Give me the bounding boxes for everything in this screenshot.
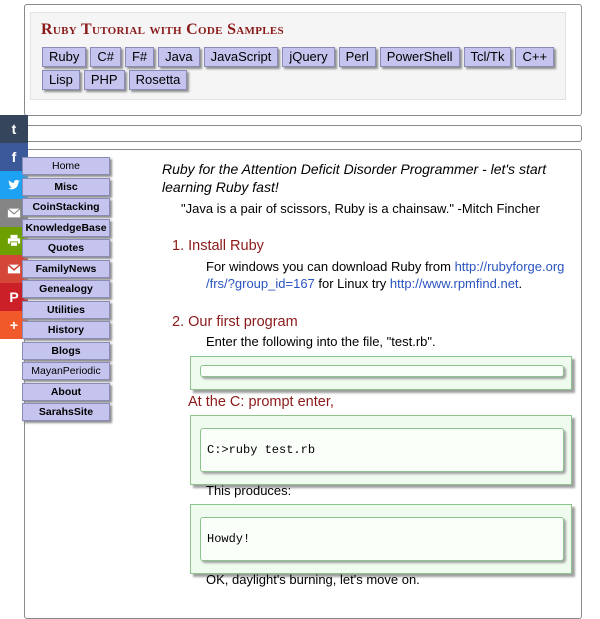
twitter-icon [7, 178, 21, 192]
install-text-mid: for Linux try [314, 276, 390, 291]
install-text [206, 258, 566, 292]
lang-button-jquery[interactable]: jQuery [282, 47, 334, 67]
install-text-before: For windows you can download Ruby from [206, 259, 455, 274]
search-bar[interactable] [24, 125, 582, 142]
lang-button-ruby[interactable]: Ruby [42, 47, 86, 67]
email-icon [7, 206, 21, 220]
tumblr-icon: t [11, 121, 17, 137]
language-button-bar [42, 47, 562, 90]
rpmfind-link[interactable]: http://www.rpmfind.net [389, 276, 519, 291]
code-output[interactable]: Howdy! [200, 517, 564, 561]
lang-button-c-[interactable]: C++ [515, 47, 554, 67]
quote: "Java is a pair of scissors, Ruby is a chainsaw." -Mitch Fincher [181, 201, 540, 216]
code-test-rb[interactable] [200, 365, 564, 377]
nav-history[interactable]: History [22, 321, 110, 339]
nav-utilities[interactable]: Utilities [22, 301, 110, 319]
nav-knowledgebase[interactable]: KnowledgeBase [22, 219, 110, 237]
step-heading-install: 1. Install Ruby [172, 238, 264, 254]
lang-button-powershell[interactable]: PowerShell [380, 47, 460, 67]
step-heading-first-program: 2. Our first program [172, 314, 298, 330]
gmail-icon [7, 262, 21, 276]
lang-button-tcl-tk[interactable]: Tcl/Tk [464, 47, 512, 67]
lang-button-rosetta[interactable]: Rosetta [129, 70, 188, 90]
pinterest-icon: P [9, 289, 19, 305]
lang-button-java[interactable]: Java [158, 47, 199, 67]
header-panel [30, 12, 566, 100]
code-box-output [190, 504, 572, 574]
lang-button-c-[interactable]: C# [90, 47, 121, 67]
nav-familynews[interactable]: FamilyNews [22, 260, 110, 278]
nav-misc[interactable]: Misc [22, 178, 110, 196]
rubyforge-link-continued[interactable]: /frs/?group_id=167 [206, 276, 315, 291]
lang-button-php[interactable]: PHP [84, 70, 125, 90]
lang-button-javascript[interactable]: JavaScript [204, 47, 279, 67]
closing-text: OK, daylight's burning, let's move on. [206, 572, 420, 587]
nav-blogs[interactable]: Blogs [22, 342, 110, 360]
produces-text: This produces: [206, 483, 292, 498]
lang-button-lisp[interactable]: Lisp [42, 70, 80, 90]
main-content [162, 160, 582, 587]
nav-sarahssite[interactable]: SarahsSite [22, 403, 110, 421]
nav-mayanperiodic[interactable]: MayanPeriodic [22, 362, 110, 380]
prompt-heading: At the C: prompt enter, [188, 394, 334, 410]
nav-about[interactable]: About [22, 383, 110, 401]
left-nav [22, 157, 110, 424]
code-box-test-rb [190, 356, 572, 390]
more-icon: + [9, 317, 19, 333]
facebook-icon: f [11, 149, 17, 165]
intro-heading: Ruby for the Attention Deficit Disorder Programmer - let's start learning Ruby fast! [162, 161, 547, 195]
code-command[interactable]: C:>ruby test.rb [200, 428, 564, 472]
lang-button-perl[interactable]: Perl [339, 47, 376, 67]
rubyforge-link[interactable]: http://rubyforge.org [454, 259, 565, 274]
nav-quotes[interactable]: Quotes [22, 239, 110, 257]
enter-file-text: Enter the following into the file, "test.rb". [206, 334, 436, 349]
nav-home[interactable]: Home [22, 157, 110, 175]
lang-button-f-[interactable]: F# [125, 47, 154, 67]
nav-genealogy[interactable]: Genealogy [22, 280, 110, 298]
print-icon [7, 234, 21, 248]
install-text-after: . [518, 276, 523, 291]
nav-coinstacking[interactable]: CoinStacking [22, 198, 110, 216]
code-box-command [190, 415, 572, 485]
site-title[interactable]: Ruby Tutorial with Code Samples [41, 21, 284, 38]
share-tumblr-button[interactable] [0, 115, 28, 143]
